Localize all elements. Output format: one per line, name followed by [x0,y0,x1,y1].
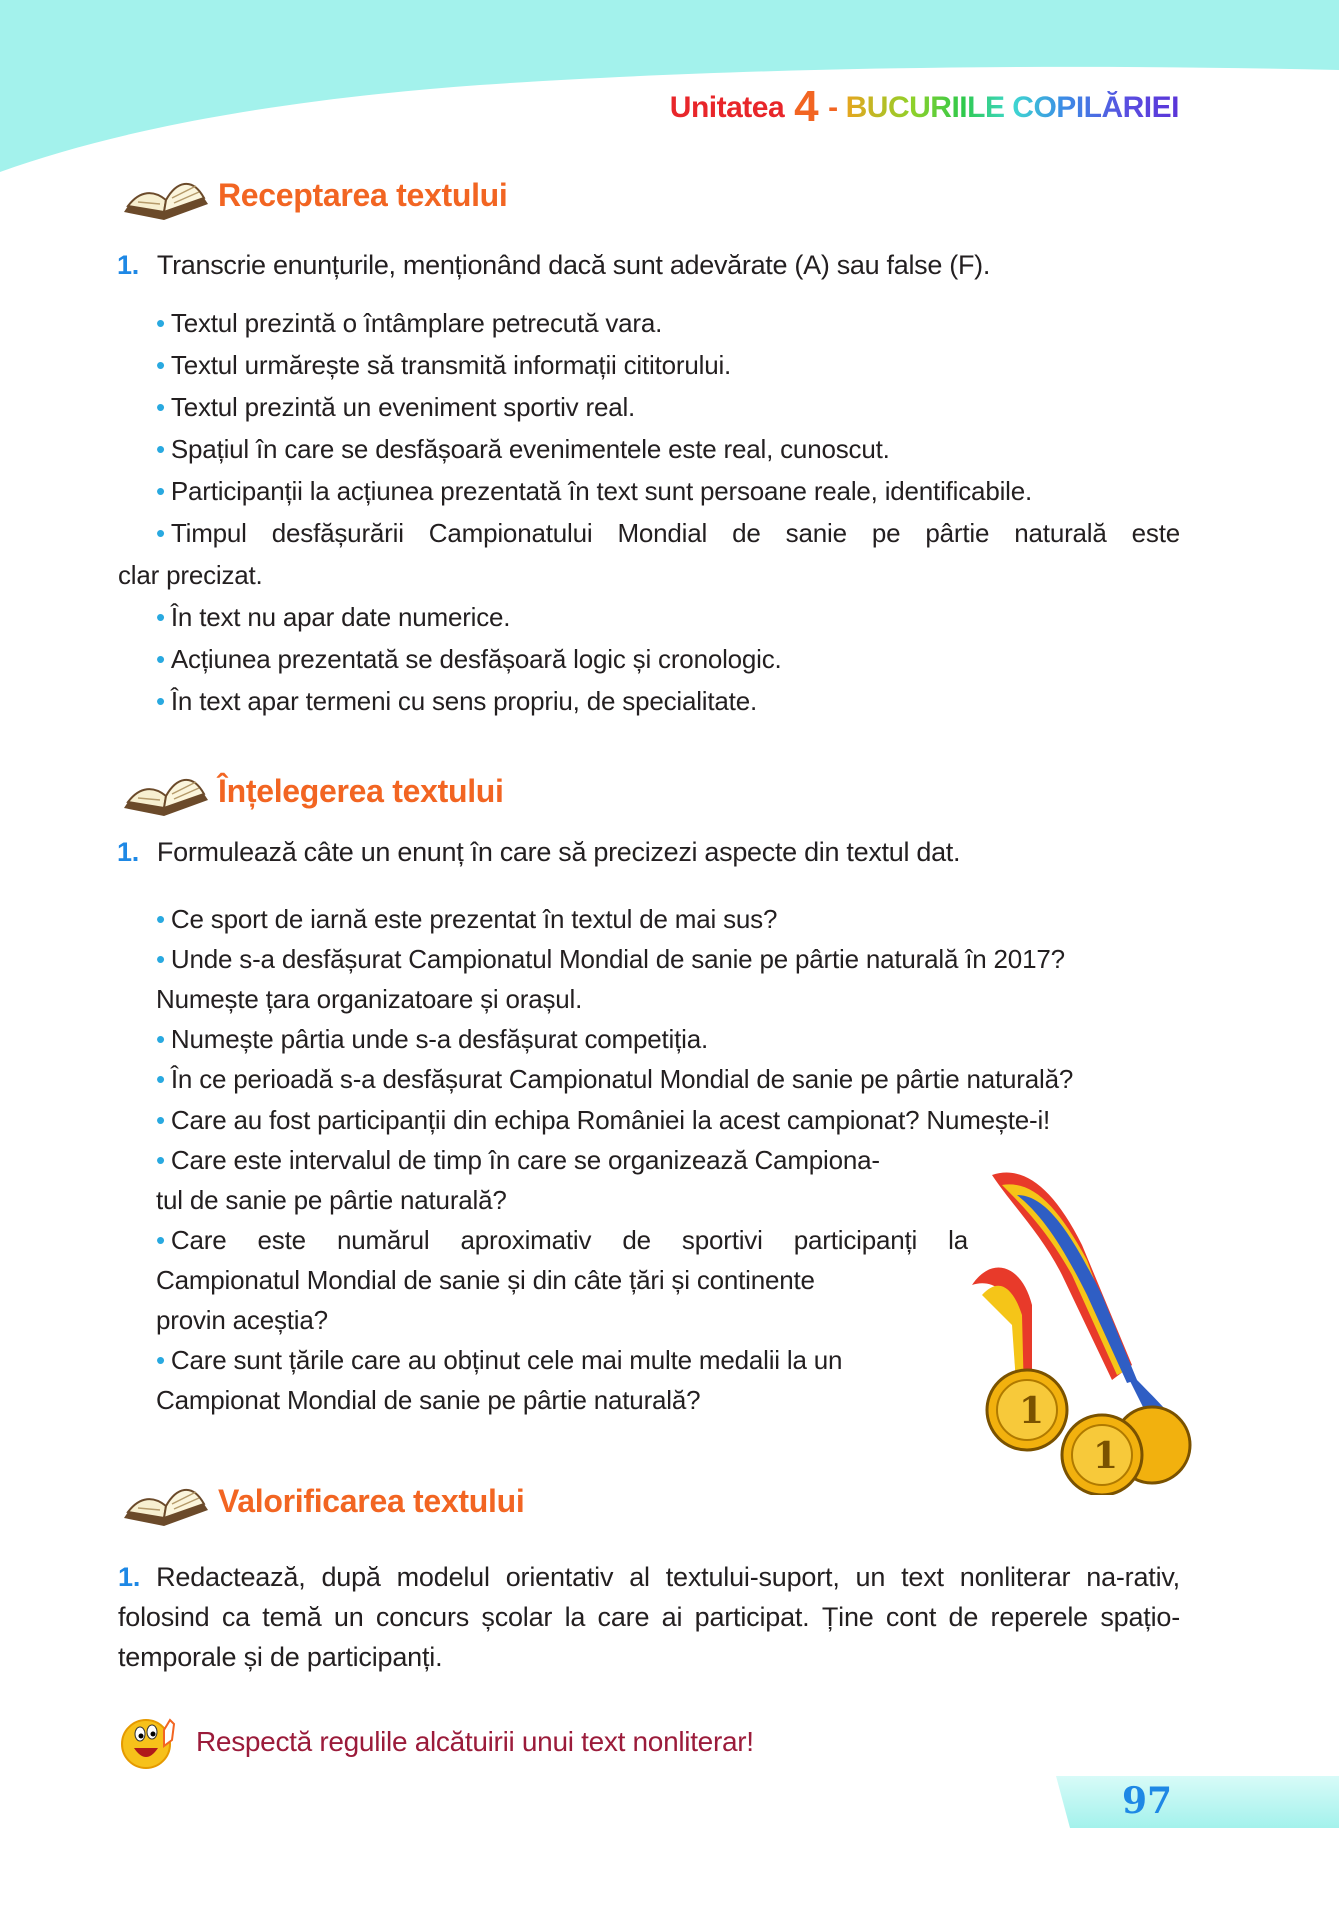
section-title: Înțelegerea textului [218,772,504,809]
list-item [156,939,1065,979]
list-item-continuation [156,1180,507,1220]
task-1-receptarea [117,250,990,281]
bullet-icon: • [156,644,165,674]
list-item-text: Campionatul Mondial de sanie și din câte țări și continente [156,1264,815,1295]
list-item-text: În text nu apar date numerice. [170,602,511,632]
list-item-text: tul de sanie pe pârtie naturală? [156,1184,507,1215]
list-item [156,1340,842,1380]
list-item [156,429,890,469]
task-1-intelegerea [117,837,960,868]
page-number: 97 [1122,1780,1173,1822]
task-1-valorificarea [118,1557,1180,1677]
list-item-text: Unde s-a desfășurat Campionatul Mondial de sanie pe pârtie naturală în 2017? [170,944,1065,975]
bullet-icon: • [156,434,165,464]
list-item-text: Ce sport de iarnă este prezentat în textul de mai sus? [170,904,778,934]
list-item [156,1140,880,1180]
bullet-icon: • [156,944,165,975]
bullet-icon: • [156,1224,165,1255]
list-item-continuation [156,1300,328,1340]
list-item [156,471,1032,511]
bullet-icon: • [156,1024,165,1055]
list-item-text: Care este intervalul de timp în care se organizează Campiona- [170,1144,880,1175]
unit-label: Unitatea [669,91,785,124]
note-text: Respectă regulile alcătuirii unui text nonliterar! [196,1726,754,1757]
list-item-text: În text apar termeni cu sens propriu, de specialitate. [170,686,757,716]
list-item [156,1100,1050,1140]
page-number-tab [1056,1776,1339,1828]
section-title: Valorificarea textului [218,1482,525,1519]
list-item [156,1059,1073,1099]
bullet-icon: • [156,1144,165,1175]
list-item [156,387,635,427]
list-item-text: Spațiul în care se desfășoară evenimentele este real, cunoscut. [170,434,890,464]
task-text: Redactează, după modelul orientativ al textului-suport, un text nonliterar na-rativ, folosind ca temă un concurs școlar la care ai participat. Ține cont de reperele spațio-temporale și de participanți. [118,1562,1180,1672]
open-book-icon [120,1466,212,1536]
list-item [156,513,1180,553]
bullet-icon: • [156,904,165,934]
open-book-icon [120,756,212,826]
list-item [156,597,510,637]
bullet-icon: • [156,476,165,506]
task-number: 1. [118,1562,141,1592]
list-item-text: Campionat Mondial de sanie pe pârtie naturală? [156,1385,701,1416]
list-item-continuation [156,1260,815,1300]
tip-note [120,1712,754,1772]
task-text: Transcrie enunțurile, menționând dacă sunt adevărate (A) sau false (F). [156,250,991,280]
bullet-icon: • [156,686,165,716]
list-item-text: Numește țara organizatoare și orașul. [156,984,583,1015]
list-item-text: provin aceștia? [156,1305,328,1335]
unit-dash: - [828,91,838,124]
list-item-text: Numește pârtia unde s-a desfășurat competiția. [170,1024,708,1055]
list-item-text: Acțiunea prezentată se desfășoară logic și cronologic. [170,644,782,674]
medals-illustration [962,1165,1197,1495]
list-item-text: În ce perioadă s-a desfășurat Campionatul Mondial de sanie pe pârtie naturală? [170,1064,1074,1095]
bullet-icon: • [156,1345,165,1376]
list-item [156,303,662,343]
list-item-text: Textul urmărește să transmită informații cititorului. [170,350,732,380]
list-item-continuation [156,979,582,1019]
svg-text:1: 1 [1019,1390,1045,1432]
bullet-icon: • [156,518,165,548]
unit-number: 4 [794,82,819,131]
svg-text:1: 1 [1093,1435,1119,1477]
bullet-icon: • [156,602,165,632]
section-heading-valorificarea [120,1466,524,1536]
list-item [156,639,782,679]
bullet-icon: • [156,350,165,380]
open-book-icon [120,160,212,230]
list-item-continuation [118,555,263,595]
list-item-text: Care au fost participanții din echipa României la acest campionat? Numește-i! [170,1104,1051,1135]
task-number: 1. [117,250,139,280]
list-item [156,1019,708,1059]
task-number: 1. [117,837,139,867]
section-heading-receptarea [120,160,508,230]
bullet-icon: • [156,308,165,338]
list-item-continuation [156,1380,700,1420]
list-item-text: Textul prezintă un eveniment sportiv real. [170,392,636,422]
list-item-text: Participanții la acțiunea prezentată în text sunt persoane reale, identificabile. [170,476,1033,506]
list-item [156,899,777,939]
list-item [156,345,731,385]
section-title: Receptarea textului [218,176,508,213]
list-item-text: Care sunt țările care au obținut cele mai multe medalii la un [170,1345,843,1376]
unit-title: BUCURIILE COPILĂRIEI [845,91,1179,124]
list-item [156,1220,968,1260]
bullet-icon: • [156,1104,165,1135]
bullet-icon: • [156,392,165,422]
list-item-text: Textul prezintă o întâmplare petrecută vara. [170,308,663,338]
section-heading-intelegerea [120,756,504,826]
list-item-text: clar precizat. [118,560,263,590]
task-text: Formulează câte un enunț în care să precizezi aspecte din textul dat. [156,837,961,867]
list-item-text: Care este numărul aproximativ de sportivi participanți la [170,1224,968,1255]
list-item [156,681,757,721]
bullet-icon: • [156,1064,165,1095]
unit-header [670,82,1179,132]
list-item-text: Timpul desfășurării Campionatului Mondial de sanie pe pârtie naturală este [170,518,1180,548]
smiley-icon [120,1712,180,1772]
